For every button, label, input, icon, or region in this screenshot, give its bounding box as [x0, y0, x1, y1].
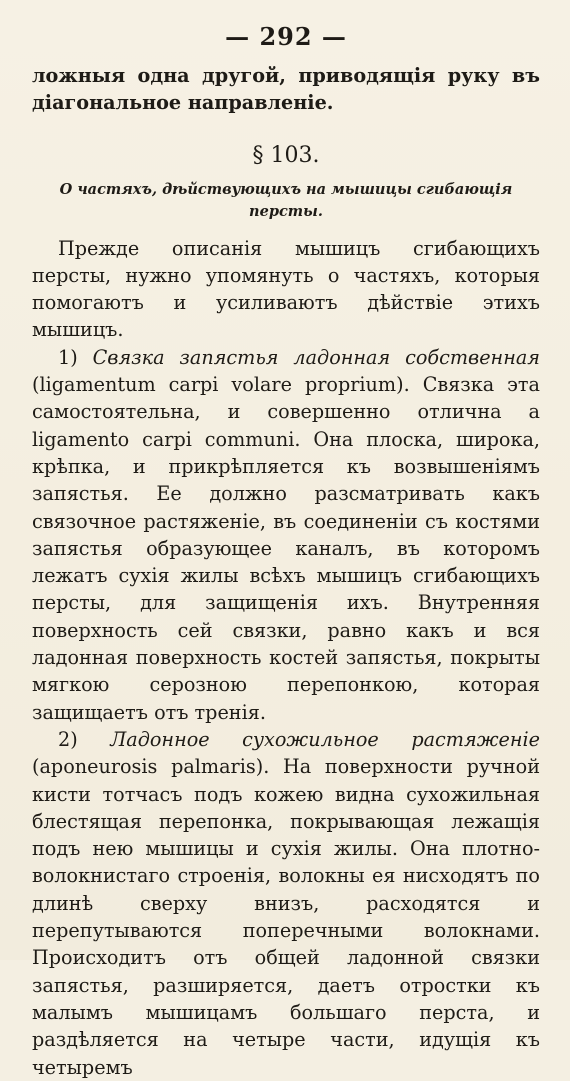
- section-heading: § 103.: [252, 142, 320, 168]
- paragraph-1-number: 1): [58, 345, 78, 369]
- page-number: — 292 —: [225, 22, 347, 51]
- paragraph-1-term: Связка запястья ладонная собственная: [92, 345, 540, 369]
- paragraph-2-term: Ладонное сухожильное растяженіе: [110, 727, 540, 751]
- paragraph-1-text: (ligamentum carpi volare proprium). Связка эта самостоятельна, и совершенно отлична а ligamento carpi communi. Она плоска, широка, крѣпка, и прикрѣпляется къ возвышеніямъ запястья. Ее должно разсматривать какъ связочное растяженіе, въ соединеніи съ костями запястья образующее каналъ, въ которомъ лежатъ сухія жилы всѣхъ мышицъ сгибающихъ персты, для защищенія ихъ. Внутренняя поверхность сей связки, равно какъ и вся ладонная поверхность костей запястья, покрыты мягкою серозною перепонкою, которая защищаетъ отъ тренія.: [32, 373, 540, 724]
- paragraph-2: [32, 726, 540, 1081]
- intro-paragraph: [32, 235, 540, 344]
- section-subtitle: О частяхъ, дѣйствующихъ на мышицы сгибающія персты.: [59, 180, 513, 220]
- intro-paragraph-text: Прежде описанія мышицъ сгибающихъ персты, нужно упомянуть о частяхъ, которыя помогаютъ и усиливаютъ дѣйствіе этихъ мышицъ.: [32, 236, 540, 342]
- paragraph-1: [32, 344, 540, 726]
- paragraph-2-number: 2): [58, 727, 78, 751]
- paragraph-2-text: (aponeurosis palmaris). На поверхности ручной кисти тотчасъ подъ кожею видна сухожильная блестящая перепонка, покрывающая лежащія подъ нею мышицы и сухія жилы. Она плотно-волокнистаго строенія, волокны ея нисходятъ по длинѣ сверху внизъ, расходятся и перепутываются поперечными волокнами. Происходитъ отъ общей ладонной связки запястья, разширяется, даетъ отростки къ малымъ мышицамъ большаго перста, и раздѣляется на четыре части, идущія къ четыремъ: [32, 755, 540, 1079]
- continuation-paragraph: ложныя одна другой, приводящія руку въ діагональное направленіе.: [32, 64, 540, 115]
